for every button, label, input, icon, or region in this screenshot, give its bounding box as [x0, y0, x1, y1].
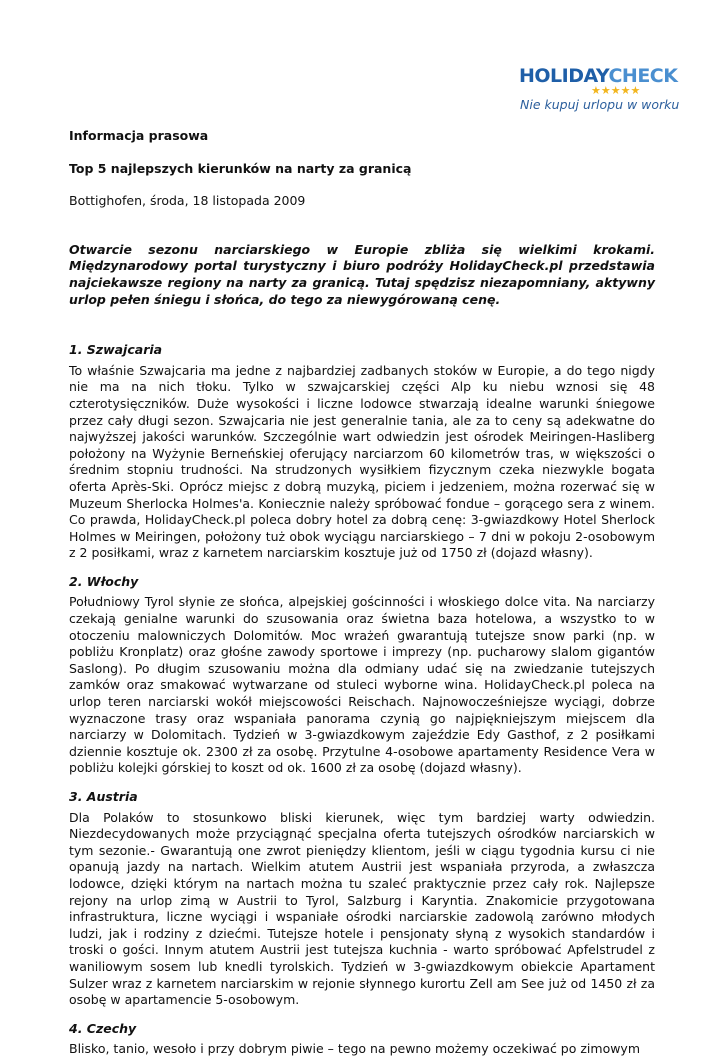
section-body-italy: Południowy Tyrol słynie ze słońca, alpejskiej gościnności i włoskiego dolce vita. Na narciarzy czekają genialne warunki do szusowania oraz świetna baza hotelowa, a wszystko to w otoczeniu malowniczych Dolomitów. Moc wrażeń gwarantują tutejsze snow parki (np. w pobliżu Kronplatz) oraz głośne zawody sportowe i imprezy (np. pucharowy slalom gigantów Saslong). Po długim szusowaniu można dla odmiany udać się na zwiedzanie tutejszych zamków oraz smakować wytwarzane od stuleci wyborne wina. HolidayCheck.pl poleca na urlop teren narciarski wokół miejscowości Reischach. Najnowocześniejsze wyciągi, dobrze wyznaczone trasy oraz wspaniała panorama czynią go najpiękniejszym miejscem dla narciarzy w Dolomitach. Tydzień w 3-gwiazdkowym zajeździe Edy Gasthof, z 2 posiłkami dziennie kosztuje ok. 2300 zł za osobę. Przytulne 4-osobowe apartamenty Residence Vera w pobliżu kolejki górskiej to koszt od ok. 1600 zł za osobę (dojazd własny).: [69, 594, 655, 776]
document-title: Top 5 najlepszych kierunków na narty za granicą: [69, 160, 412, 176]
section-heading-austria: 3. Austria: [69, 789, 138, 804]
logo-brand-part1: HOLIDAY: [519, 65, 609, 87]
dateline: Bottighofen, środa, 18 listopada 2009: [69, 193, 306, 209]
rating-stars-icon: ★★★★★: [591, 84, 641, 97]
logo-tagline: Nie kupuj urlopu w worku: [520, 97, 680, 112]
section-heading-czechia: 4. Czechy: [69, 1020, 137, 1036]
logo-brand: [519, 65, 678, 87]
section-body-switzerland: To właśnie Szwajcaria ma jedne z najbardziej zadbanych stoków w Europie, a do tego nigdy nie ma na nich tłoku. Tylko w szwajcarskiej części Alp ku niebu wznosi się 48 czterotysięczników. Duże wysokości i liczne lodowce stwarzają idealne warunki śniegowe przez cały długi sezon. Szwajcaria nie jest generalnie tania, ale za to ceny są adekwatne do najwyższej jakości warunków. Szczególnie wart odwiedzin jest ośrodek Meiringen-Hasliberg położony na Wyżynie Berneńskiej oferujący narciarzom 60 kilometrów tras, w większości o średnim stopniu trudności. Na strudzonych wysiłkiem fizycznym czeka niezwykle bogata oferta Après-Ski. Oprócz miejsc z dobrą muzyką, piciem i jedzeniem, można rozerwać się w Muzeum Sherlocka Holmes'a. Koniecznie należy spróbować fondue – gorącego sera z winem. Co prawda, HolidayCheck.pl poleca dobry hotel za dobrą cenę: 3-gwiazdkowy Hotel Sherlock Holmes w Meiringen, położony tuż obok wyciągu narciarskiego – 7 dni w pokoju 2-osobowym z 2 posiłkami, wraz z karnetem narciarskim kosztuje już od 1750 zł (dojazd własny).: [69, 362, 655, 561]
document-body: [69, 124, 655, 1058]
section-heading-switzerland: 1. Szwajcaria: [69, 342, 163, 358]
holidaycheck-logo: [519, 65, 680, 118]
lead-paragraph: Otwarcie sezonu narciarskiego w Europie zbliża się wielkimi krokami. Międzynarodowy portal turystyczny i biuro podróży HolidayCheck.pl przedstawia najciekawsze regiony na narty za granicą. Tutaj spędzisz niezapomniany, aktywny urlop pełen śniegu i słońca, do tego za niewygórowaną cenę.: [69, 241, 655, 307]
section-heading-italy: 2. Włochy: [69, 573, 139, 589]
section-body-austria: Dla Polaków to stosunkowo bliski kierunek, więc tym bardziej warty odwiedzin. Niezdecydowanych może przyciągnąć specjalna oferta tutejszych ośrodków narciarskich w tym sezonie.- Gwarantują one zwrot pieniędzy klientom, jeśli w ciągu tygodnia kursu ci nie opanują jazdy na nartach. Wielkim atutem Austrii jest wspaniała przyroda, a zwłaszcza lodowce, dzięki którym na nartach można tu szaleć praktycznie przez cały rok. Najlepsze rejony na urlop zimą w Austrii to Tyrol, Salzburg i Karyntia. Znakomicie przygotowana infrastruktura, liczne wyciągi i wspaniałe ośrodki narciarskie zadowolą zarówno młodych ludzi, jak i rodziny z dziećmi. Tutejsze hotele i pensjonaty słyną z wysokich standardów i troski o gości. Innym atutem Austrii jest tutejsza kuchnia - warto spróbować Apfelstrudel z waniliowym sosem lub knedli tyrolskich. Tydzień w 3-gwiazdkowym obiekcie Apartament Sulzer wraz z karnetem narciarskim w rejonie słynnego kurortu Zell am See już od 1450 zł za osobę w apartamencie 5-osobowym.: [69, 809, 655, 1008]
section-body-czechia: Blisko, tanio, wesoło i przy dobrym piwie – tego na pewno możemy oczekiwać po zimowym: [69, 1041, 641, 1057]
logo-brand-part2: CHECK: [608, 65, 678, 87]
press-release-label: Informacja prasowa: [69, 128, 209, 143]
